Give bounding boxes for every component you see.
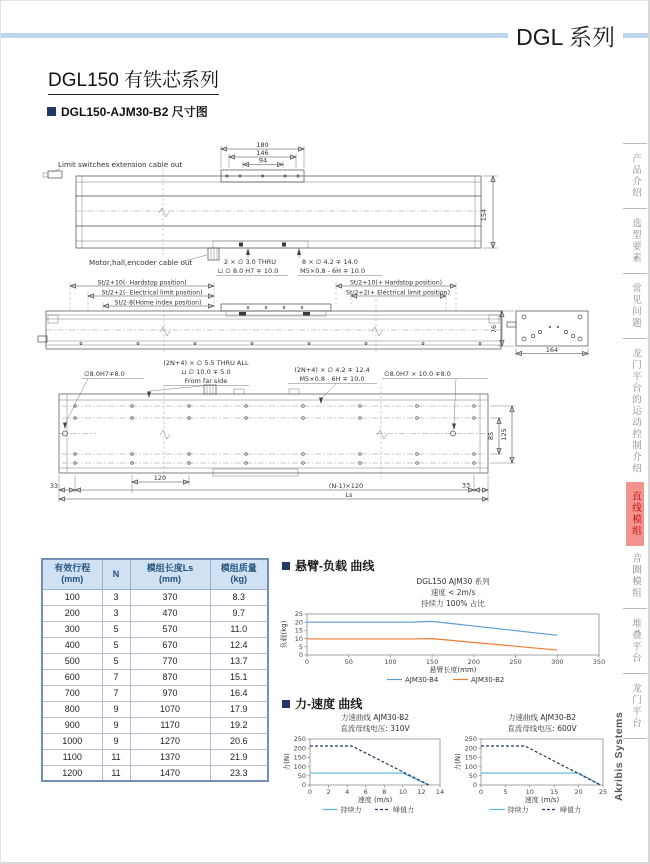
table-row xyxy=(42,589,268,605)
table-cell: 1200 xyxy=(42,765,102,781)
table-cell: 7 xyxy=(102,685,130,701)
table-cell: 20.6 xyxy=(210,733,268,749)
svg-text:速度 (m/s): 速度 (m/s) xyxy=(357,796,393,804)
svg-text:250: 250 xyxy=(464,735,477,744)
table-cell: 13.7 xyxy=(210,653,268,669)
table-row xyxy=(42,685,268,701)
table-cell: 300 xyxy=(42,621,102,637)
drawing-side-view xyxy=(36,279,621,359)
page-header-title: DGL 系列 xyxy=(516,23,615,50)
table-cell: 5 xyxy=(102,637,130,653)
table-cell: 11 xyxy=(102,765,130,781)
dim-76: 76 xyxy=(490,324,498,334)
table-cell: 670 xyxy=(130,637,210,653)
note-thru-line3: From far side xyxy=(184,377,228,385)
svg-text:悬臂长度(mm): 悬臂长度(mm) xyxy=(429,666,477,674)
svg-text:0: 0 xyxy=(478,788,484,796)
table-cell: 870 xyxy=(130,669,210,685)
table-cell: 11 xyxy=(102,749,130,765)
svg-text:负载(kg): 负载(kg) xyxy=(280,620,288,649)
svg-text:速度 < 2m/s: 速度 < 2m/s xyxy=(430,588,476,597)
table-row xyxy=(42,669,268,685)
pos-hardstop-label: St/2+10(+ Hardstop position) xyxy=(349,279,443,287)
spec-table-header: 模组质量 (kg) xyxy=(210,559,268,589)
table-cell: 1270 xyxy=(130,733,210,749)
svg-text:15: 15 xyxy=(550,788,559,796)
table-row xyxy=(42,637,268,653)
svg-text:200: 200 xyxy=(464,744,477,753)
note-tap-line1: (2N+4) × ∅ 4.2 ∓ 12.4 xyxy=(294,366,370,374)
table-cell: 470 xyxy=(130,605,210,621)
note-dowel-right: ∅8.0H7 × 10.0 ∓8.0 xyxy=(384,370,451,378)
table-cell: 400 xyxy=(42,637,102,653)
table-cell: 200 xyxy=(42,605,102,621)
table-row xyxy=(42,701,268,717)
page-title: DGL150 有铁芯系列 xyxy=(48,65,219,95)
table-cell: 21.9 xyxy=(210,749,268,765)
sidebar-item-7[interactable]: 龙门平台 xyxy=(630,682,641,729)
table-cell: 9 xyxy=(102,733,130,749)
sidebar-separator xyxy=(623,673,647,674)
home-index-label: St/2-8(Home index position) xyxy=(114,299,202,307)
spec-table-header: 有效行程 (mm) xyxy=(42,559,102,589)
page-header xyxy=(1,19,650,51)
svg-text:200: 200 xyxy=(467,658,481,666)
square-bullet-icon xyxy=(47,107,56,116)
svg-text:直流母线电压: 310V: 直流母线电压: 310V xyxy=(340,724,410,733)
square-bullet-icon xyxy=(282,700,290,708)
dim-154: 154 xyxy=(480,208,488,222)
header-rule-right xyxy=(623,33,650,38)
svg-text:25: 25 xyxy=(598,788,608,796)
sidebar-separator xyxy=(623,608,647,609)
svg-text:直流母线电压: 600V: 直流母线电压: 600V xyxy=(507,724,577,733)
note-dowel-left: ∅8.0H7∓8.0 xyxy=(84,370,125,378)
svg-text:力速曲线 AJM30-B2: 力速曲线 AJM30-B2 xyxy=(340,713,410,722)
table-cell: 1370 xyxy=(130,749,210,765)
spec-table-header: 模组长度Ls (mm) xyxy=(130,559,210,589)
brand-vertical-text: Akribis Systems xyxy=(613,711,625,801)
square-bullet-icon xyxy=(282,562,290,570)
svg-text:25: 25 xyxy=(294,610,303,619)
note1-line1: 2 × ∅ 3.0 THRU xyxy=(224,258,276,266)
svg-text:6: 6 xyxy=(363,788,368,796)
table-cell: 9 xyxy=(102,717,130,733)
table-cell: 1070 xyxy=(130,701,210,717)
note-thru-line2: ⊔ ∅ 10.0 ∓ 5.0 xyxy=(181,368,231,376)
svg-text:持续力 100% 占比: 持续力 100% 占比 xyxy=(421,599,485,608)
spec-table xyxy=(41,558,269,782)
svg-text:100: 100 xyxy=(293,762,306,771)
svg-text:20: 20 xyxy=(574,788,583,796)
note1-line2: ⊔ ∅ 8.0 H7 ∓ 10.0 xyxy=(218,267,279,275)
note-tap-line2: M5×0.8 - 6H ∓ 10.0 xyxy=(299,375,365,383)
table-row xyxy=(42,733,268,749)
force-speed-chart-600v xyxy=(453,711,613,821)
table-row xyxy=(42,621,268,637)
dim-33-left: 33 xyxy=(49,482,59,490)
table-cell: 19.2 xyxy=(210,717,268,733)
table-cell: 570 xyxy=(130,621,210,637)
table-cell: 5 xyxy=(102,653,130,669)
force-speed-chart-310v xyxy=(282,711,450,821)
sidebar-separator xyxy=(623,338,647,339)
dim-120: 120 xyxy=(153,474,167,482)
svg-text:持续力: 持续力 xyxy=(507,806,529,814)
table-cell: 100 xyxy=(42,589,102,605)
svg-text:0: 0 xyxy=(304,658,310,666)
note2-line1: 8 × ∅ 4.2 ∓ 14.0 xyxy=(302,258,358,266)
svg-text:200: 200 xyxy=(293,744,306,753)
table-row xyxy=(42,605,268,621)
table-cell: 16.4 xyxy=(210,685,268,701)
svg-text:力速曲线 AJM30-B2: 力速曲线 AJM30-B2 xyxy=(507,713,577,722)
table-cell: 900 xyxy=(42,717,102,733)
svg-text:力(N): 力(N) xyxy=(283,753,291,771)
dim-33-right: 33 xyxy=(461,481,471,490)
svg-text:10: 10 xyxy=(525,788,534,796)
sidebar-item-1[interactable]: 选型要素 xyxy=(630,218,641,264)
svg-text:4: 4 xyxy=(345,788,350,796)
sidebar-item-2[interactable]: 常见问题 xyxy=(630,283,641,329)
sidebar-separator xyxy=(623,738,647,739)
table-cell: 970 xyxy=(130,685,210,701)
dim-ls: Ls xyxy=(345,491,353,499)
svg-text:100: 100 xyxy=(384,658,397,666)
table-cell: 1470 xyxy=(130,765,210,781)
svg-text:峰值力: 峰值力 xyxy=(393,806,414,814)
table-cell: 600 xyxy=(42,669,102,685)
table-cell: 23.3 xyxy=(210,765,268,781)
cantilever-section-label: 悬臂-负载 曲线 xyxy=(295,559,375,573)
dim-180: 180 xyxy=(256,141,269,149)
dim-94: 94 xyxy=(258,156,268,165)
sidebar-separator xyxy=(623,208,647,209)
drawing-bottom-view xyxy=(36,356,621,509)
svg-text:15: 15 xyxy=(294,626,303,635)
table-cell: 9 xyxy=(102,701,130,717)
svg-text:12: 12 xyxy=(417,788,426,796)
drawing-top-view xyxy=(36,134,621,279)
force-speed-section-label: 力-速度 曲线 xyxy=(295,697,363,711)
sidebar-item-0[interactable]: 产品介绍 xyxy=(630,153,641,199)
sidebar-tabs xyxy=(621,141,649,741)
svg-text:5: 5 xyxy=(503,788,508,796)
table-cell: 17.9 xyxy=(210,701,268,717)
table-cell: 800 xyxy=(42,701,102,717)
svg-text:350: 350 xyxy=(592,658,606,666)
dim-146: 146 xyxy=(256,149,269,157)
force-speed-section-title xyxy=(282,695,362,712)
svg-text:150: 150 xyxy=(425,658,439,666)
table-cell: 15.1 xyxy=(210,669,268,685)
note2-line2: M5×0.8 - 6H ∓ 10.0 xyxy=(300,267,366,275)
sidebar-item-6[interactable]: 堆叠平台 xyxy=(630,617,641,664)
drawing-section-label: DGL150-AJM30-B2 尺寸图 xyxy=(61,105,208,119)
pos-limit-label: St/2+2(+ Electrical limit position) xyxy=(346,289,450,297)
table-cell: 3 xyxy=(102,589,130,605)
dim-164: 164 xyxy=(545,346,559,354)
header-rule-left xyxy=(1,33,508,38)
svg-text:速度 (m/s): 速度 (m/s) xyxy=(524,796,560,804)
table-row xyxy=(42,749,268,765)
svg-text:0: 0 xyxy=(298,651,303,660)
table-cell: 5 xyxy=(102,621,130,637)
table-row xyxy=(42,717,268,733)
motor-cable-label: Motor,hall,encoder cable out xyxy=(89,258,193,267)
table-row xyxy=(42,653,268,669)
svg-text:50: 50 xyxy=(297,772,306,780)
table-cell: 3 xyxy=(102,605,130,621)
svg-text:150: 150 xyxy=(293,753,306,762)
svg-text:0: 0 xyxy=(307,788,313,796)
svg-text:250: 250 xyxy=(509,658,522,666)
cantilever-section-title xyxy=(282,557,374,574)
svg-text:力(N): 力(N) xyxy=(454,753,462,771)
svg-text:峰值力: 峰值力 xyxy=(560,806,581,814)
svg-text:2: 2 xyxy=(326,788,331,796)
svg-text:150: 150 xyxy=(464,753,477,762)
neg-hardstop-label: St/2+10(- Hardstop position) xyxy=(97,279,187,287)
cantilever-load-chart xyxy=(279,575,609,691)
svg-text:50: 50 xyxy=(468,772,477,780)
svg-text:5: 5 xyxy=(298,643,303,651)
note-thru-line1: (2N+4) × ∅ 5.5 THRU ALL xyxy=(163,359,249,367)
table-cell: 500 xyxy=(42,653,102,669)
sidebar-item-3[interactable]: 龙门平台的运动控制介绍 xyxy=(630,348,641,475)
drawing-section-title xyxy=(47,103,208,120)
neg-limit-label: St/2+2(- Electrical limit position) xyxy=(101,289,203,297)
svg-text:10: 10 xyxy=(294,634,303,643)
svg-text:14: 14 xyxy=(435,788,445,796)
dim-85: 85 xyxy=(487,431,495,441)
svg-text:300: 300 xyxy=(551,658,564,666)
svg-text:持续力: 持续力 xyxy=(340,806,362,814)
svg-text:8: 8 xyxy=(382,788,387,796)
table-cell: 770 xyxy=(130,653,210,669)
svg-text:20: 20 xyxy=(294,618,303,627)
svg-text:0: 0 xyxy=(472,781,477,790)
table-cell: 1170 xyxy=(130,717,210,733)
svg-text:AJM30-B4: AJM30-B4 xyxy=(405,676,439,684)
sidebar-item-4[interactable]: 直线模组 xyxy=(626,482,644,546)
dim-125: 125 xyxy=(500,428,508,441)
dim-n1-120: (N-1)×120 xyxy=(328,482,364,490)
table-cell: 12.4 xyxy=(210,637,268,653)
svg-text:AJM30-B2: AJM30-B2 xyxy=(471,676,505,684)
svg-text:DGL150 AJM30 系列: DGL150 AJM30 系列 xyxy=(416,577,490,586)
hole-grid xyxy=(74,405,476,465)
spec-table-header: N xyxy=(102,559,130,589)
limit-cable-label: Limit switches extension cable out xyxy=(58,160,183,169)
svg-text:50: 50 xyxy=(344,658,353,666)
table-cell: 7 xyxy=(102,669,130,685)
svg-text:0: 0 xyxy=(301,781,306,790)
table-cell: 1000 xyxy=(42,733,102,749)
table-cell: 700 xyxy=(42,685,102,701)
table-row xyxy=(42,765,268,781)
sidebar-separator xyxy=(623,143,647,144)
svg-text:250: 250 xyxy=(293,735,306,744)
table-cell: 11.0 xyxy=(210,621,268,637)
table-cell: 9.7 xyxy=(210,605,268,621)
screw-dots xyxy=(80,343,481,345)
table-cell: 370 xyxy=(130,589,210,605)
table-cell: 1100 xyxy=(42,749,102,765)
svg-text:100: 100 xyxy=(464,762,477,771)
sidebar-item-5[interactable]: 音圈模组 xyxy=(630,552,641,599)
sidebar-separator xyxy=(623,273,647,274)
table-cell: 8.3 xyxy=(210,589,268,605)
svg-text:10: 10 xyxy=(398,788,407,796)
